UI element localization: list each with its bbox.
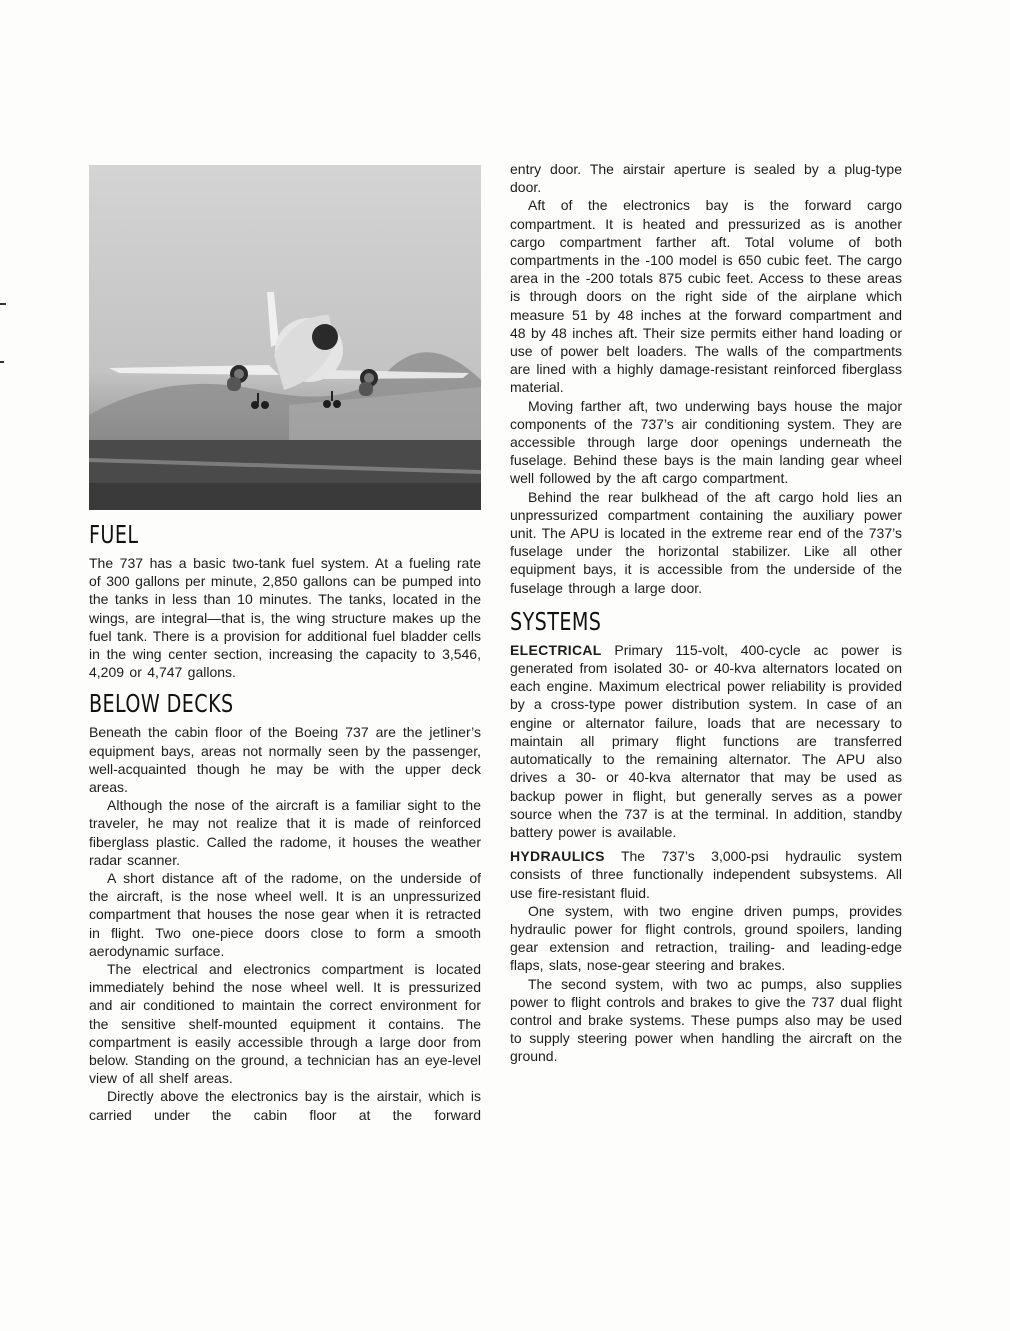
electrical-paragraph xyxy=(510,641,902,841)
below-decks-continued-paragraph: Behind the rear bulkhead of the aft cargo hold lies an unpressurized compartment containing the auxiliary power unit. The APU is located in the extreme rear end of the 737’s fuselage under the horizontal stabilizer. Like all other equipment bays, it is accessible from the underside of the fuselage through a large door. xyxy=(510,488,902,596)
below-decks-paragraph: A short distance aft of the radome, on the underside of the aircraft, is the nose wheel well. It is an unpressurized compartment that houses the nose gear when it is retracted in flight. Two one-piece doors close to form a smooth aerodynamic surface. xyxy=(89,870,481,959)
fuel-paragraph: The 737 has a basic two-tank fuel system. At a fueling rate of 300 gallons per minute, 2,850 gallons can be pumped into the tanks in less than 10 minutes. The tanks, located in the wings, are integral—that is, the wing structure makes up the fuel tank. There is a provision for additional fuel bladder cells in the wing center section, increasing the capacity to 3,546, 4,209 or 4,747 gallons. xyxy=(89,555,481,681)
airplane-illustration xyxy=(89,165,481,510)
hydraulics-paragraph: One system, with two engine driven pumps, provides hydraulic power for flight controls, ground spoilers, landing gear extension and retraction, trailing- and leading-edge flaps, slats, nose-gear steering and brakes. xyxy=(510,902,902,974)
hydraulics-runin-heading: HYDRAULICS xyxy=(510,848,605,865)
hydraulics-paragraph: The second system, with two ac pumps, also supplies power to flight controls and brakes to give the 737 dual flight control and brake systems. These pumps also may be used to supply steering power when handling the aircraft on the ground. xyxy=(510,975,902,1065)
left-column xyxy=(89,520,481,1124)
electrical-text: Primary 115-volt, 400-cycle ac power is generated from isolated 30- or 40-kva alternators located on each engine. Maximum electrical power reliability is provided by a cross-type power distribution system. In case of an engine or alternator failure, loads that are necessary to maintain all primary flight functions are transferred automatically to the remaining alternator. The APU also drives a 30- or 40-kva alternator that may be used as backup power in flight, but generally serves as a power source when the 737 is at the terminal. In addition, standby battery power is available. xyxy=(510,641,902,840)
hydraulics-text: The 737’s 3,000-psi hydraulic system consists of three functionally independent subsystems. All use fire-resistant fluid. xyxy=(510,848,903,901)
electrical-runin-heading: ELECTRICAL xyxy=(510,641,602,658)
right-column xyxy=(510,160,902,1066)
hydraulics-paragraph xyxy=(510,847,902,902)
below-decks-paragraph: Directly above the electronics bay is the airstair, which is carried under the cabin floor at the forward xyxy=(89,1088,481,1123)
section-heading-systems: SYSTEMS xyxy=(510,606,602,636)
section-heading-fuel: FUEL xyxy=(89,520,139,549)
page-edge-mark xyxy=(0,303,6,305)
below-decks-continued-paragraph: entry door. The airstair aperture is sealed by a plug-type door. xyxy=(510,161,902,196)
below-decks-paragraph: The electrical and electronics compartment is located immediately behind the nose wheel well. It is pressurized and air conditioned to maintain the correct environment for the sensitive shelf-mounted equipment it contains. The compartment is easily accessible through a large door from below. Standing on the ground, a technician has an eye-level view of all shelf areas. xyxy=(89,961,481,1087)
below-decks-continued-paragraph: Moving farther aft, two underwing bays house the major components of the 737’s air conditioning system. They are accessible through large door openings underneath the fuselage. Behind these bays is the main landing gear wheel well followed by the aft cargo compartment. xyxy=(510,397,902,487)
below-decks-paragraph: Beneath the cabin floor of the Boeing 737 are the jetliner’s equipment bays, areas not normally seen by the passenger, well-acquainted though he may be with the upper deck areas. xyxy=(89,724,481,796)
below-decks-paragraph: Although the nose of the aircraft is a familiar sight to the traveler, he may not realize that it is made of reinforced fiberglass plastic. Called the radome, it houses the weather radar scanner. xyxy=(89,797,481,868)
airplane-takeoff-photo xyxy=(89,165,481,510)
section-heading-below-decks: BELOW DECKS xyxy=(89,689,234,719)
below-decks-continued-paragraph: Aft of the electronics bay is the forward cargo compartment. It is heated and pressurized as is another cargo compartment farther aft. Total volume of both compartments in the -100 model is 650 cubic feet. The cargo area in the -200 totals 875 cubic feet. Access to these areas is through doors on the right side of the airplane which measure 51 by 48 inches at the forward compartment and 48 by 48 inches aft. Their size permits either hand loading or use of power belt loaders. The walls of the compartments are lined with a highly damage-resistant reinforced fiberglass material. xyxy=(510,197,902,396)
page-edge-mark xyxy=(0,361,4,363)
